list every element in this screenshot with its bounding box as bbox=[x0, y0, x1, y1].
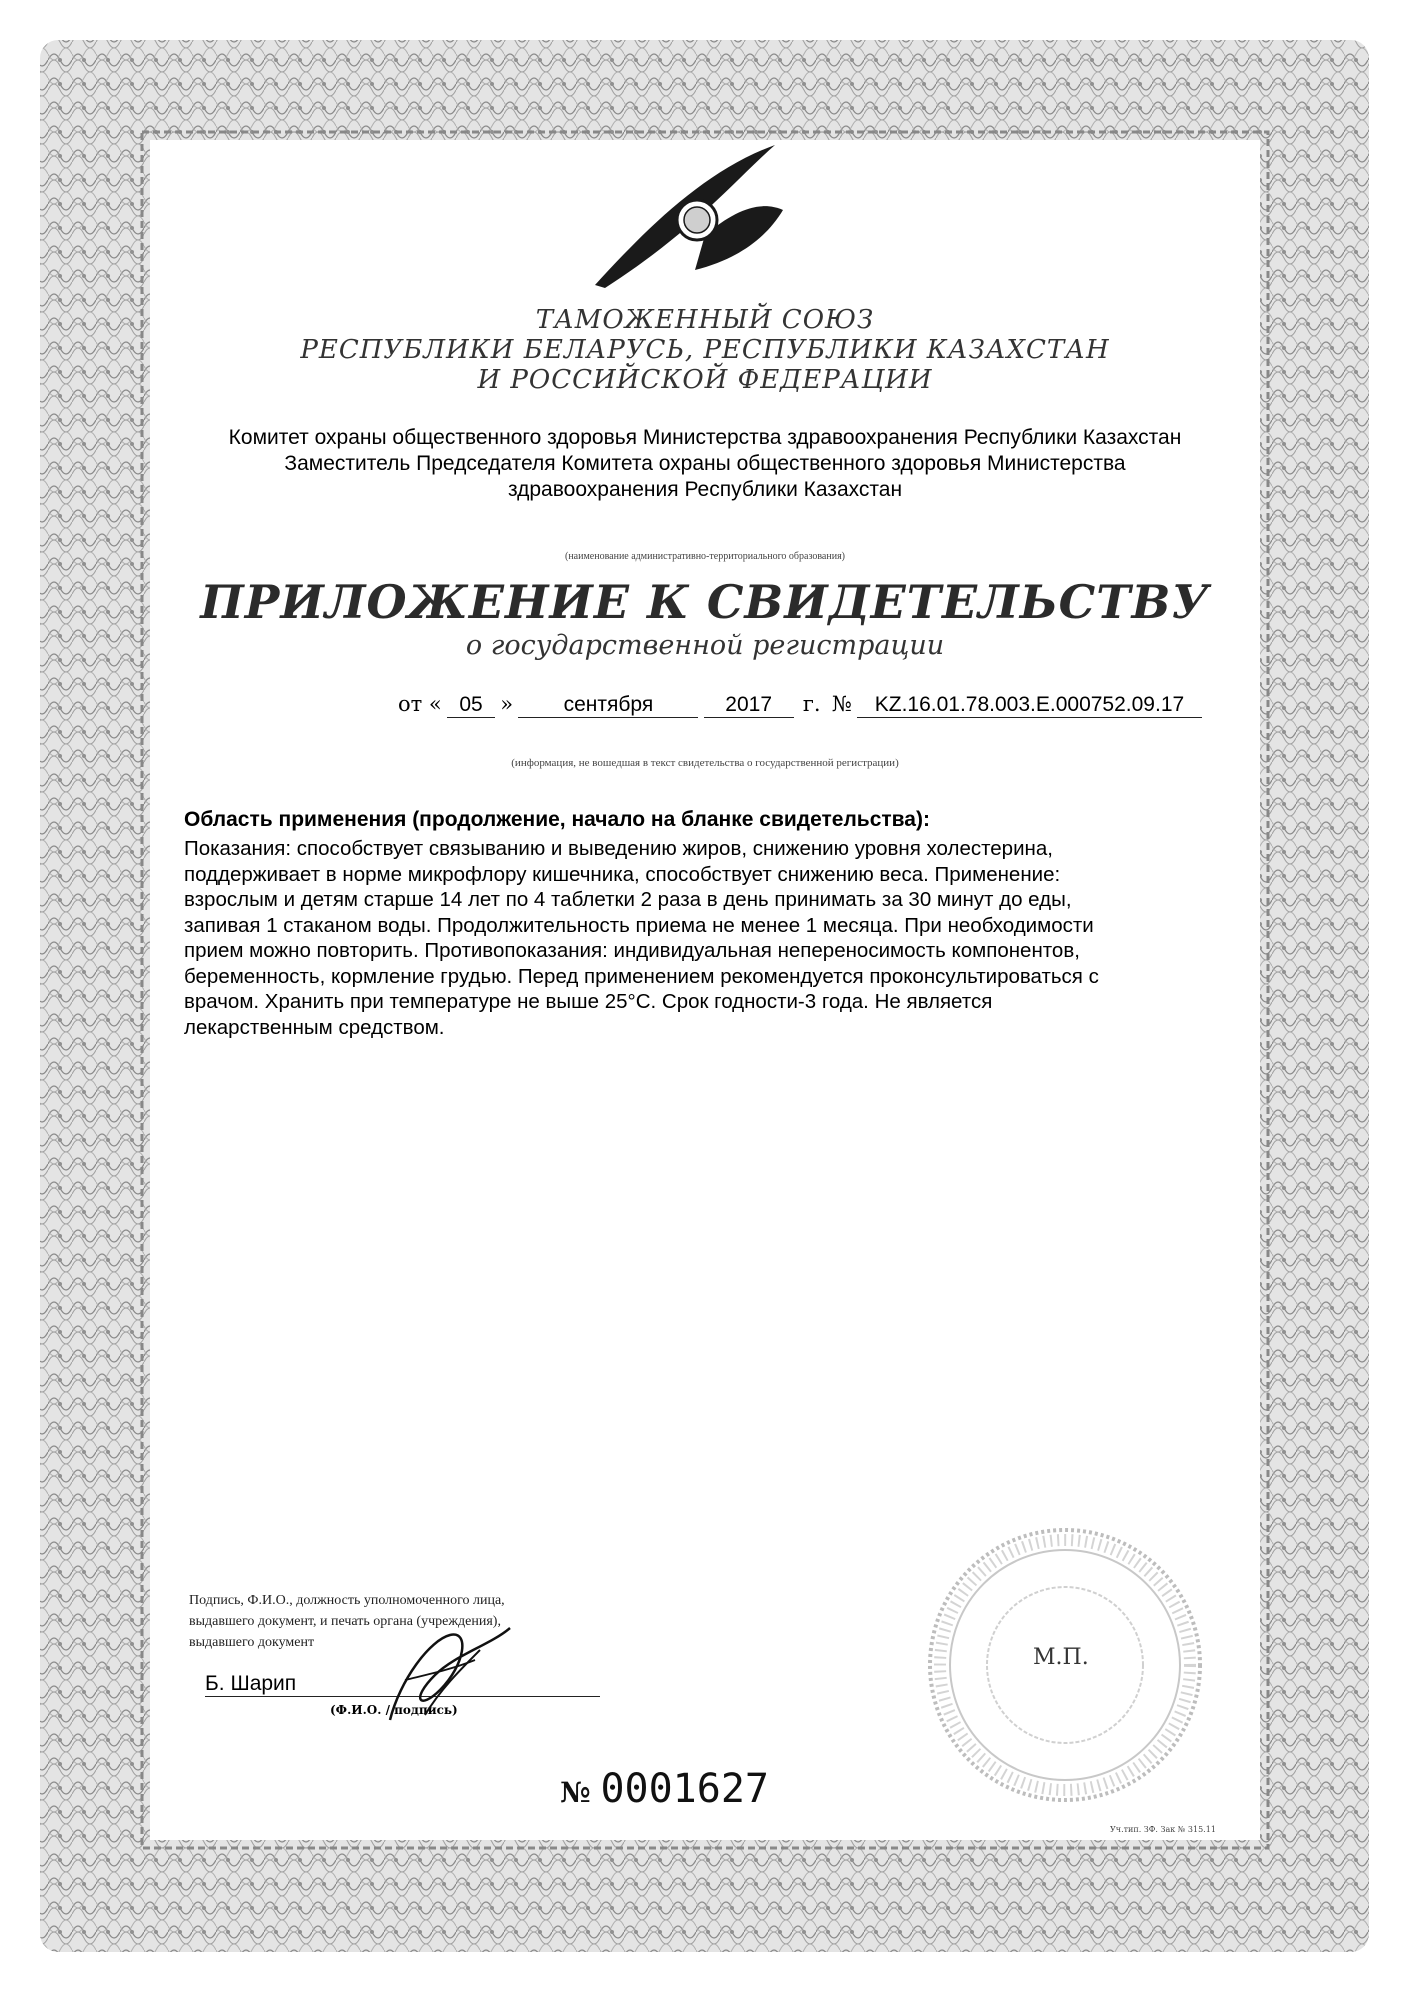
committee-line-1: Комитет охраны общественного здоровья Министерства здравоохранения Республики Казахстан bbox=[228, 426, 1182, 449]
page-subtitle: о государственной регистрации bbox=[465, 630, 945, 661]
printer-note: Уч.тип. ЗФ. Зак № 315.11 bbox=[1110, 1825, 1216, 1834]
body-line: запивая 1 стаканом воды. Продолжительность приема не менее 1 месяца. При необходимости bbox=[184, 913, 1094, 937]
seal-placeholder-label: М.П. bbox=[1033, 1645, 1089, 1670]
union-line-3: И РОССИЙСКОЙ ФЕДЕРАЦИИ bbox=[477, 365, 933, 395]
page-title: ПРИЛОЖЕНИЕ К СВИДЕТЕЛЬСТВУ bbox=[200, 575, 1210, 629]
registration-number: KZ.16.01.78.003.E.000752.09.17 bbox=[857, 693, 1202, 718]
admin-caption: (наименование административно-территориального образования) bbox=[564, 551, 845, 562]
date-year-suffix: г. bbox=[802, 692, 821, 716]
dateline-caption: (информация, не вошедшая в текст свидетельства о государственной регистрации) bbox=[511, 757, 899, 769]
body-line: взрослым и детям старше 14 лет по 4 таблетки 2 раза в день принимать за 30 минут до еды, bbox=[184, 888, 1072, 911]
number-label: № bbox=[831, 692, 852, 716]
signature-caption-line-3: выдавшего документ bbox=[189, 1635, 315, 1650]
body-line: врачом. Хранить при температуре не выше 25°С. Срок годности-3 года. Не является bbox=[184, 990, 993, 1013]
serial-number-block bbox=[560, 1765, 769, 1812]
committee-line-3: здравоохранения Республики Казахстан bbox=[507, 478, 903, 501]
body-text bbox=[184, 836, 1304, 1040]
union-line-2: РЕСПУБЛИКИ БЕЛАРУСЬ, РЕСПУБЛИКИ КАЗАХСТАН bbox=[300, 335, 1110, 365]
body-line: поддерживает в норме микрофлору кишечника, способствует снижению веса. Применение: bbox=[184, 862, 1061, 886]
signatory-name: Б. Шарип bbox=[205, 1672, 600, 1697]
body-line: Показания: способствует связыванию и выведению жиров, снижению уровня холестерина, bbox=[184, 837, 1053, 860]
body-line: беременность, кормление грудью. Перед применением рекомендуется проконсультироваться с bbox=[184, 964, 1099, 988]
signature-caption-line-1: Подпись, Ф.И.О., должность уполномоченного лица, bbox=[189, 1593, 505, 1608]
union-line-1: ТАМОЖЕННЫЙ СОЮЗ bbox=[535, 305, 875, 335]
signatory-name-caption: (Ф.И.О. / подпись) bbox=[330, 1703, 458, 1717]
date-month: сентября bbox=[518, 693, 698, 718]
signature-caption-line-2: выдавшего документ, и печать органа (учреждения), bbox=[189, 1614, 501, 1629]
handwritten-signature bbox=[380, 1620, 520, 1730]
date-close-quote: » bbox=[500, 692, 514, 716]
body-line: лекарственным средством. bbox=[184, 1015, 445, 1039]
date-day: 05 bbox=[447, 693, 495, 718]
body-heading: Область применения (продолжение, начало на бланке свидетельства): bbox=[184, 808, 930, 831]
body-line: прием можно повторить. Противопоказания: индивидуальная непереносимость компонентов, bbox=[184, 939, 1080, 962]
committee-line-2: Заместитель Председателя Комитета охраны общественного здоровья Министерства bbox=[284, 452, 1126, 475]
eurasian-customs-union-emblem-icon bbox=[585, 140, 785, 290]
date-year: 2017 bbox=[704, 693, 794, 718]
serial-number-sign: № bbox=[560, 1776, 591, 1809]
serial-number: 0001627 bbox=[600, 1766, 770, 1812]
date-from-label: от « bbox=[398, 692, 442, 716]
